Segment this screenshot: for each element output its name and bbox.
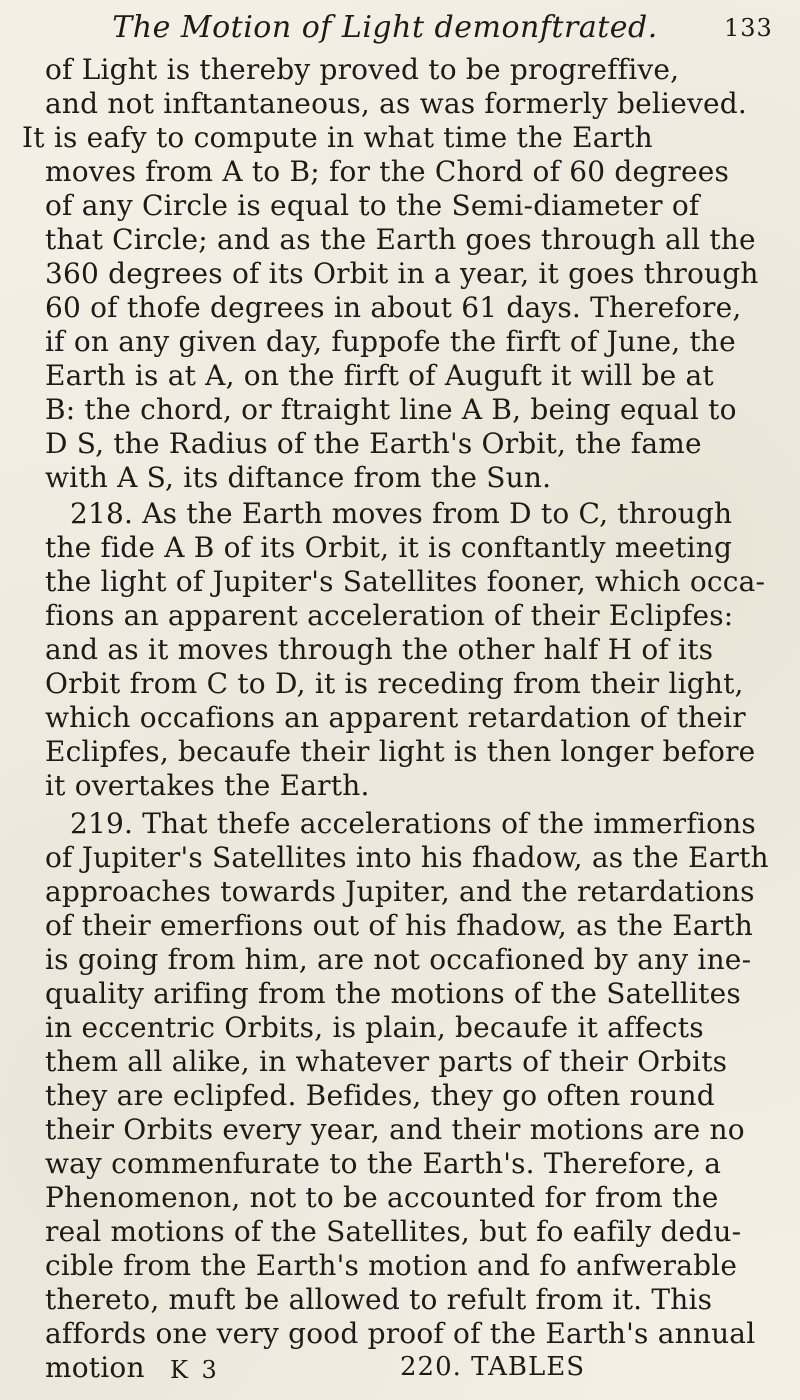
text-line: 360 degrees of its Orbit in a year, it goes through (45, 257, 759, 290)
text-line: which occafions an apparent retardation of their (45, 701, 746, 734)
text-line: affords one very good proof of the Earth's annual (45, 1317, 756, 1350)
text-line: D S, the Radius of the Earth's Orbit, the fame (45, 427, 702, 460)
text-line: with A S, its diftance from the Sun. (45, 461, 552, 494)
text-line: It is eafy to compute in what time the Earth (22, 121, 653, 154)
running-head: The Motion of Light demonftrated. (112, 10, 658, 45)
text-line: in eccentric Orbits, is plain, becaufe it affects (45, 1011, 704, 1044)
catchword: 220. TABLES (400, 1352, 586, 1382)
text-line: they are eclipfed. Befides, they go often round (45, 1079, 715, 1112)
text-line: and as it moves through the other half H of its (45, 633, 714, 666)
text-line: way commenfurate to the Earth's. Therefore, a (45, 1147, 722, 1180)
page-number: 133 (724, 14, 773, 42)
text-line: the light of Jupiter's Satellites fooner, which occa- (45, 565, 766, 598)
paragraph-218-start: 218. As the Earth moves from D to C, through (70, 497, 733, 530)
text-line: Eclipfes, becaufe their light is then longer before (45, 735, 756, 768)
text-line: moves from A to B; for the Chord of 60 degrees (45, 155, 730, 188)
text-line: if on any given day, fuppofe the firft of June, the (45, 325, 736, 358)
text-line: 60 of thofe degrees in about 61 days. Therefore, (45, 291, 742, 324)
text-line: is going from him, are not occafioned by any ine- (45, 943, 752, 976)
text-line: approaches towards Jupiter, and the retardations (45, 875, 755, 908)
text-line: of Jupiter's Satellites into his fhadow, as the Earth (45, 841, 769, 874)
text-line: of their emerfions out of his fhadow, as the Earth (45, 909, 754, 942)
text-line: of Light is thereby proved to be progreffive, (45, 53, 680, 86)
text-line: that Circle; and as the Earth goes through all the (45, 223, 756, 256)
text-line: thereto, muft be allowed to refult from it. This (45, 1283, 713, 1316)
text-line: it overtakes the Earth. (45, 769, 370, 802)
text-line: of any Circle is equal to the Semi-diameter of (45, 189, 700, 222)
text-line: them all alike, in whatever parts of their Orbits (45, 1045, 728, 1078)
text-line: their Orbits every year, and their motions are no (45, 1113, 745, 1146)
text-line: motion (45, 1351, 145, 1384)
text-line: real motions of the Satellites, but fo eafily dedu- (45, 1215, 742, 1248)
text-line: Orbit from C to D, it is receding from their light, (45, 667, 744, 700)
text-line: Earth is at A, on the firft of Auguft it will be at (45, 359, 714, 392)
text-line: fions an apparent acceleration of their Eclipfes: (45, 599, 734, 632)
text-line: the fide A B of its Orbit, it is conftantly meeting (45, 531, 733, 564)
text-line: B: the chord, or ftraight line A B, being equal to (45, 393, 737, 426)
text-line: and not inftantaneous, as was formerly believed. (45, 87, 747, 120)
text-line: Phenomenon, not to be accounted for from the (45, 1181, 719, 1214)
text-line: quality arifing from the motions of the Satellites (45, 977, 741, 1010)
signature-mark: K 3 (170, 1356, 220, 1384)
text-line: cible from the Earth's motion and fo anfwerable (45, 1249, 738, 1282)
paragraph-219-start: 219. That thefe accelerations of the immerfions (70, 807, 756, 840)
